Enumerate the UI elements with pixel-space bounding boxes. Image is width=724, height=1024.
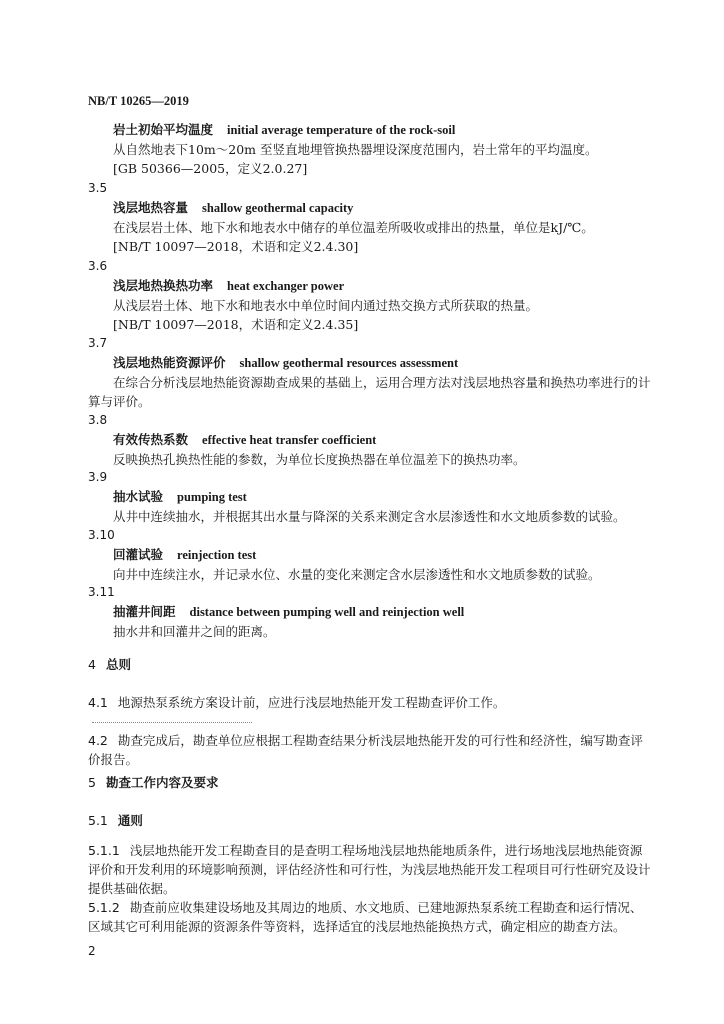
term-title <box>88 430 663 450</box>
section-number: 4 <box>88 657 96 672</box>
paragraph-text: 勘查完成后，勘查单位应根据工程勘查结果分析浅层地热能开发的可行性和经济性，编写勘查评 <box>117 733 643 748</box>
term-title <box>88 198 663 218</box>
term-en: shallow geothermal capacity <box>202 201 354 215</box>
term-title <box>88 276 663 296</box>
term-en: pumping test <box>177 490 247 504</box>
term-cn: 岩土初始平均温度 <box>113 122 214 137</box>
term-reference: [NB/T 10097—2018，术语和定义2.4.35] <box>113 317 359 332</box>
paragraph-text-cont: 价报告。 <box>88 752 139 767</box>
term-definition: 抽水井和回灌井之间的距离。 <box>113 624 276 639</box>
clause-number: 3.7 <box>88 336 108 350</box>
clause-number: 4.2 <box>88 733 108 748</box>
paragraph-text-cont: 提供基础依据。 <box>88 881 176 896</box>
term-definition: 从井中连续抽水，并根据其出水量与降深的关系来测定含水层渗透性和水文地质参数的试验。 <box>113 509 626 524</box>
term-entry <box>88 411 663 469</box>
paragraph-text: 勘查前应收集建设场地及其周边的地质、水文地质、已建地源热泵系统工程勘查和运行情况、 <box>129 900 643 915</box>
section-4-heading <box>88 655 663 674</box>
clause-number: 3.10 <box>88 528 115 542</box>
term-title <box>88 602 663 622</box>
term-entry <box>88 468 663 526</box>
term-entry <box>88 526 663 584</box>
term-entry <box>88 257 663 334</box>
term-cn: 有效传热系数 <box>113 432 189 447</box>
section-number: 5 <box>88 775 96 790</box>
dotted-line <box>92 722 252 723</box>
term-title <box>88 545 663 565</box>
section-4-body <box>88 693 663 769</box>
term-cn: 浅层地热换热功率 <box>113 278 214 293</box>
term-definition: 从浅层岩土体、地下水和地表水中单位时间内通过热交换方式所获取的热量。 <box>113 298 539 313</box>
term-reference: [GB 50366—2005，定义2.0.27] <box>113 161 308 176</box>
section-title: 勘查工作内容及要求 <box>105 775 219 790</box>
page-number: 2 <box>88 944 96 958</box>
term-en: distance between pumping well and reinjection well <box>189 605 465 619</box>
term-en: initial average temperature of the rock-soil <box>227 123 456 137</box>
paragraph-text-cont: 区域其它可利用能源的资源条件等资料，选择适宜的浅层地热能换热方式，确定相应的勘查方法。 <box>88 919 626 934</box>
term-cn: 回灌试验 <box>113 547 164 562</box>
clause-number: 3.6 <box>88 259 108 273</box>
term-title <box>88 120 663 140</box>
clause-number: 3.9 <box>88 470 108 484</box>
paragraph-text: 浅层地热能开发工程勘查目的是查明工程场地浅层地热能地质条件，进行场地浅层地热能资源 <box>129 843 643 858</box>
term-definition: 从自然地表下10m～20m 至竖直地埋管换热器埋设深度范围内，岩土常年的平均温度。 <box>113 142 598 157</box>
term-definition-cont: 算与评价。 <box>88 394 151 409</box>
term-en: reinjection test <box>177 548 257 562</box>
clause-number: 3.8 <box>88 413 108 427</box>
term-title <box>88 487 663 507</box>
term-entry <box>88 334 663 411</box>
term-cn: 浅层地热容量 <box>113 200 189 215</box>
term-en: effective heat transfer coefficient <box>202 433 377 447</box>
clause-number: 3.11 <box>88 585 115 599</box>
section-title: 总则 <box>105 657 131 672</box>
term-definition: 在浅层岩土体、地下水和地表水中储存的单位温差所吸收或排出的热量，单位是kJ/℃。 <box>113 220 594 235</box>
term-cn: 抽水试验 <box>113 489 164 504</box>
term-en: heat exchanger power <box>227 279 345 293</box>
subsection-5-1-body <box>88 841 663 936</box>
term-entry <box>88 179 663 256</box>
term-en: shallow geothermal resources assessment <box>239 356 459 370</box>
term-reference: [NB/T 10097—2018，术语和定义2.4.30] <box>113 239 359 254</box>
paragraph-text-cont: 评价和开发利用的环境影响预测，评估经济性和可行性，为浅层地热能开发工程项目可行性研究及设计 <box>88 862 651 877</box>
term-definition: 反映换热孔换热性能的参数，为单位长度换热器在单位温差下的换热功率。 <box>113 452 526 467</box>
clause-number: 4.1 <box>88 695 108 710</box>
section-5-heading <box>88 773 663 792</box>
clause-number: 5.1.1 <box>88 843 120 858</box>
clause-number: 3.5 <box>88 181 108 195</box>
subsection-title: 通则 <box>117 813 143 828</box>
clause-number: 5.1.2 <box>88 900 120 915</box>
term-cn: 抽灌井间距 <box>113 604 176 619</box>
term-definition: 向井中连续注水，并记录水位、水量的变化来测定含水层渗透性和水文地质参数的试验。 <box>113 567 601 582</box>
term-cn: 浅层地热能资源评价 <box>113 355 226 370</box>
term-entry <box>88 583 663 641</box>
term-entry <box>88 120 663 178</box>
document-id: NB/T 10265—2019 <box>88 94 189 108</box>
subsection-number: 5.1 <box>88 813 108 828</box>
term-title <box>88 353 663 373</box>
term-definition: 在综合分析浅层地热能资源勘查成果的基础上，运用合理方法对浅层地热容量和换热功率进行的计 <box>113 375 651 390</box>
subsection-5-1-heading <box>88 811 663 830</box>
paragraph-text: 地源热泵系统方案设计前，应进行浅层地热能开发工程勘查评价工作。 <box>117 695 506 710</box>
